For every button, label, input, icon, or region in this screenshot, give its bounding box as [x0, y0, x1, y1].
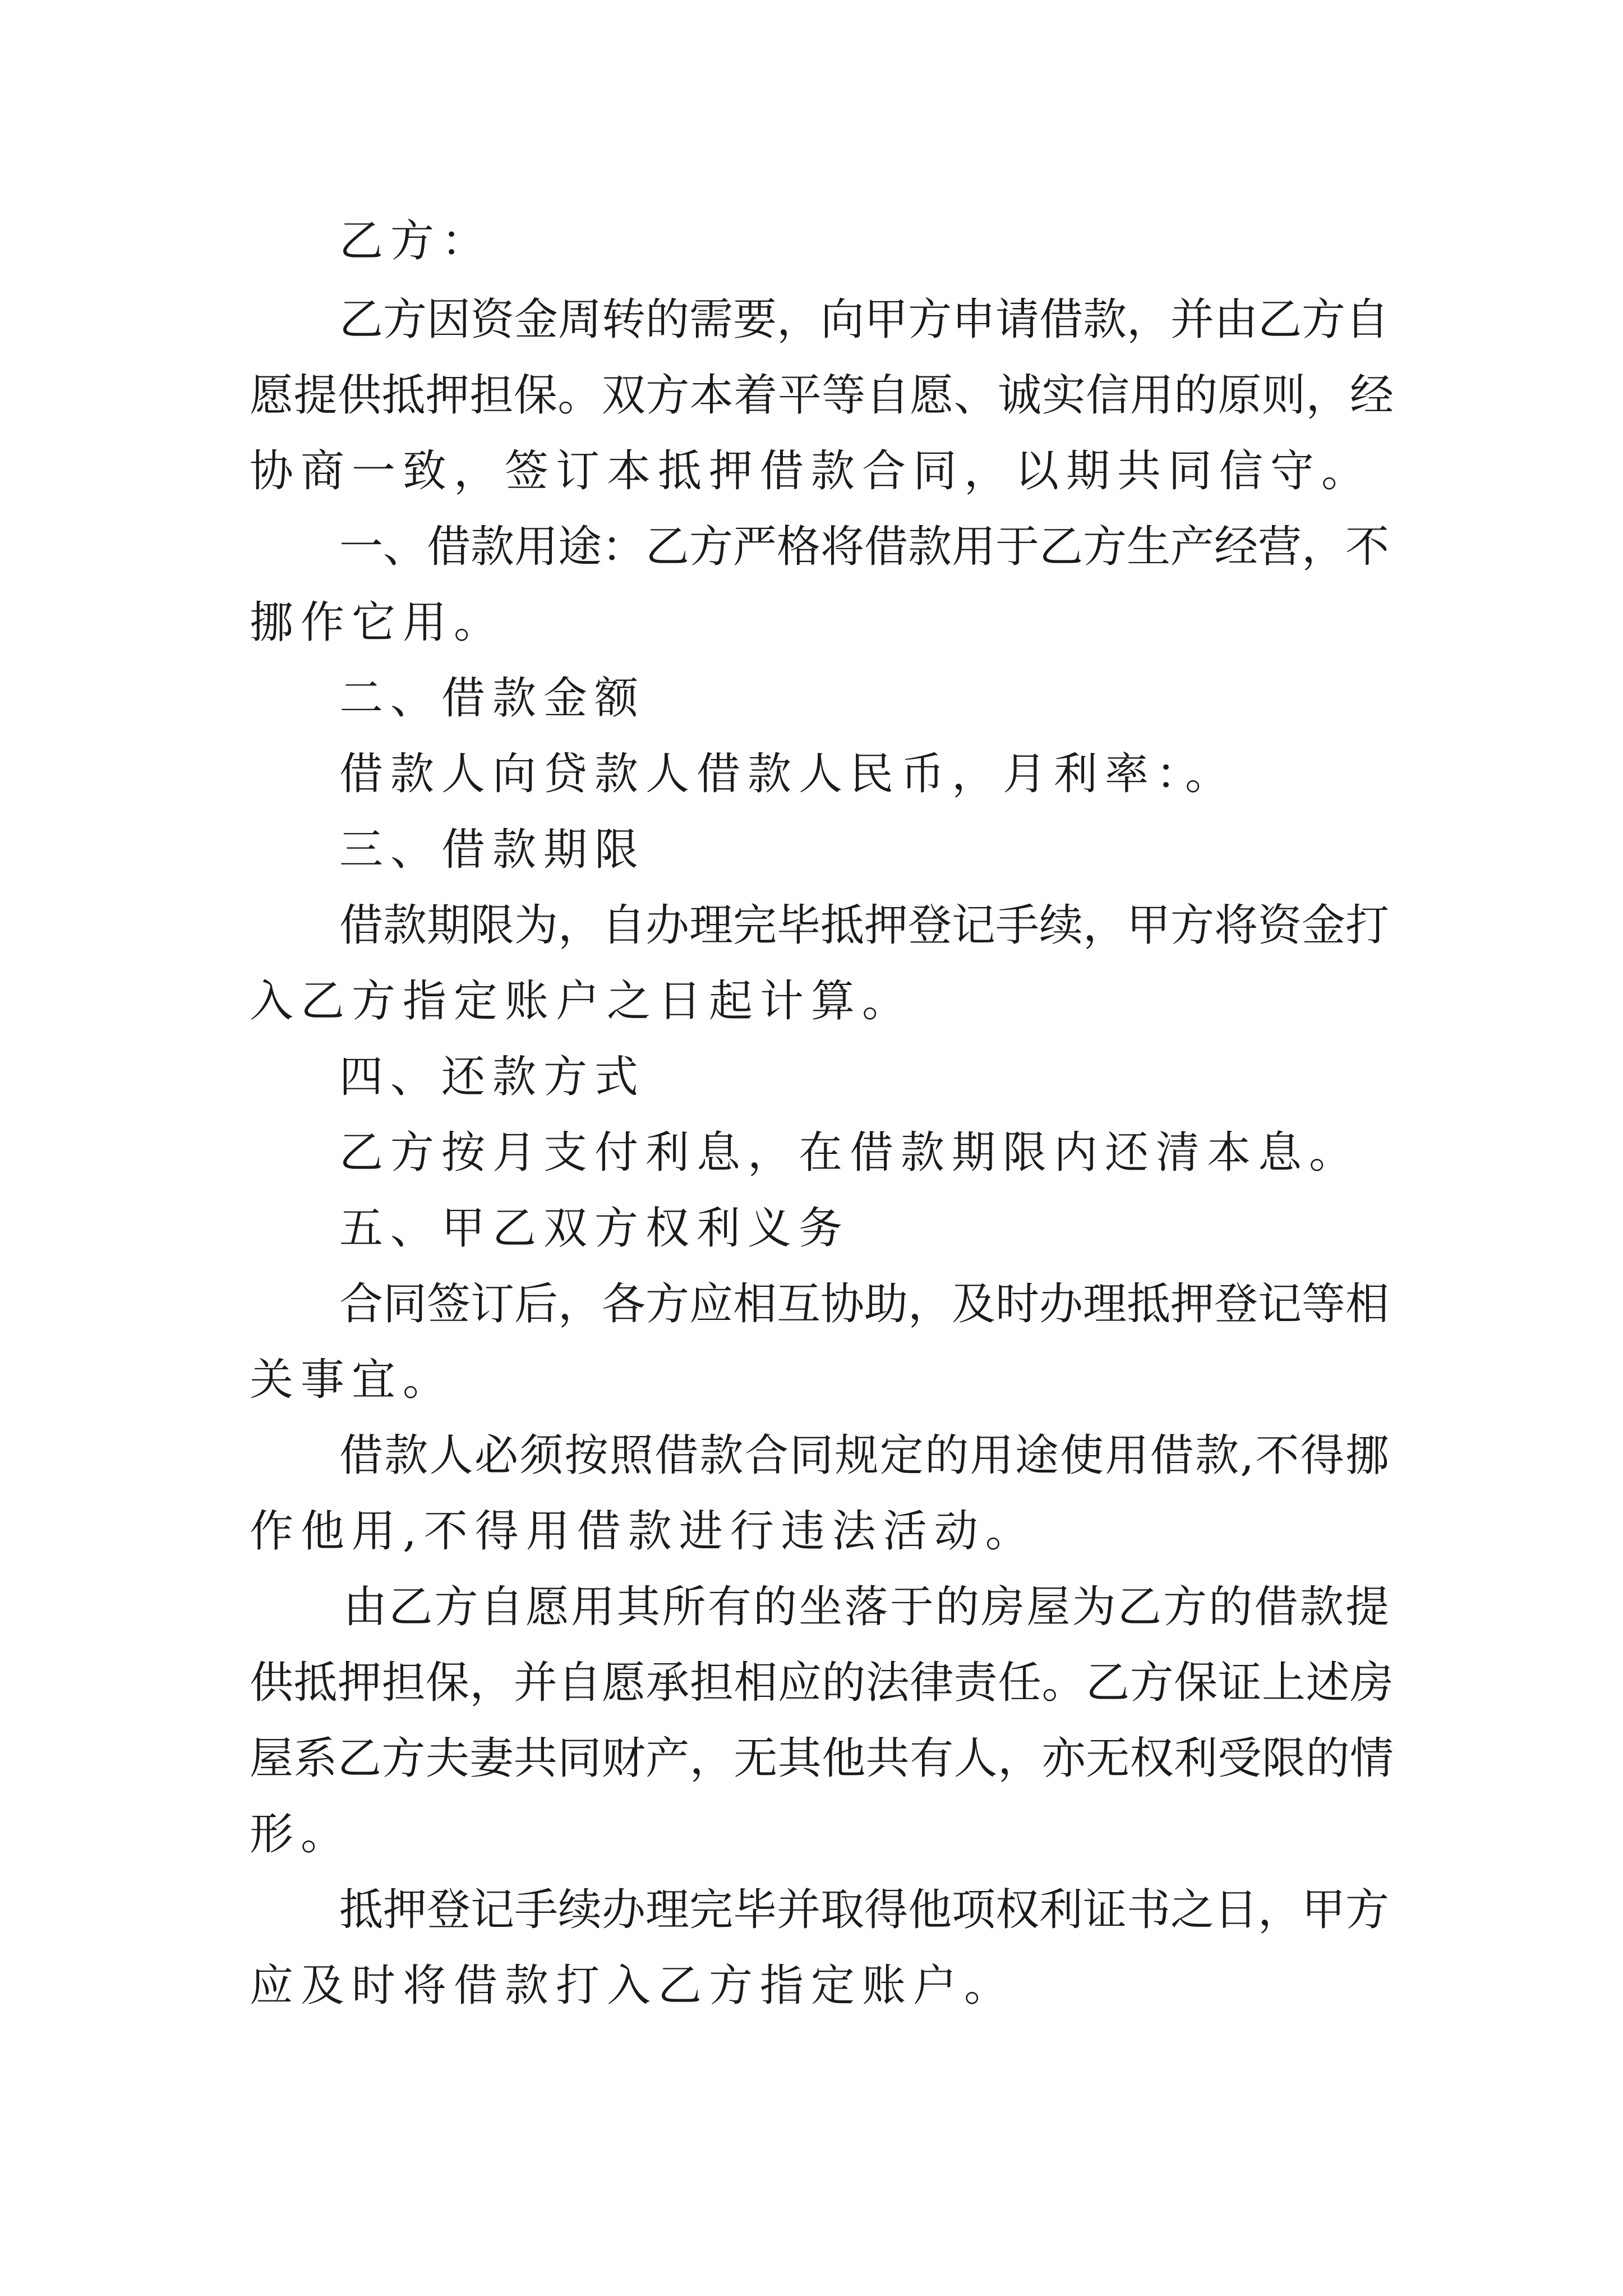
clause-5-p4-line-2: 应及时将借款打入乙方指定账户。 — [250, 1961, 1016, 2011]
clause-2-text: 借款人向贷款人借款人民币，月利率：。 — [339, 749, 1237, 799]
party-b-label: 乙方： — [339, 216, 493, 266]
paragraph-intro-line-2: 愿提供抵押担保。双方本着平等自愿、诚实信用的原则，经 — [250, 370, 1394, 421]
clause-3-line-2: 入乙方指定账户之日起计算。 — [250, 976, 914, 1027]
clause-5-p2-line-1: 借款人必须按照借款合同规定的用途使用借款,不得挪 — [339, 1430, 1389, 1481]
clause-5-p3-line-1: 由乙方自愿用其所有的坐落于的房屋为乙方的借款提 — [343, 1582, 1389, 1632]
paragraph-intro-line-1: 乙方因资金周转的需要，向甲方申请借款，并由乙方自 — [339, 295, 1390, 345]
clause-1-line-2: 挪作它用。 — [250, 597, 505, 648]
clause-5-p4-line-1: 抵押登记手续办理完毕并取得他项权利证书之日，甲方 — [339, 1885, 1390, 1935]
clause-5-heading: 五、甲乙双方权利义务 — [339, 1203, 850, 1254]
clause-1-line-1: 一、借款用途：乙方严格将借款用于乙方生产经营，不 — [339, 522, 1390, 572]
clause-5-p2-line-2: 作他用,不得用借款进行违法活动。 — [250, 1506, 1036, 1557]
clause-5-p1-line-2: 关事宜。 — [250, 1355, 454, 1405]
clause-2-heading: 二、借款金额 — [339, 673, 646, 724]
clause-5-p3-line-4: 形。 — [250, 1809, 352, 1860]
clause-5-p3-line-3: 屋系乙方夫妻共同财产，无其他共有人，亦无权利受限的情 — [250, 1733, 1394, 1784]
clause-5-p1-line-1: 合同签订后，各方应相互协助，及时办理抵押登记等相 — [339, 1279, 1390, 1329]
clause-5-p3-line-2: 供抵押担保，并自愿承担相应的法律责任。乙方保证上述房 — [250, 1658, 1394, 1708]
clause-4-text: 乙方按月支付利息，在借款期限内还清本息。 — [339, 1128, 1361, 1178]
clause-3-heading: 三、借款期限 — [339, 825, 646, 875]
clause-3-line-1: 借款期限为，自办理完毕抵押登记手续，甲方将资金打 — [339, 900, 1390, 951]
paragraph-intro-line-3: 协商一致，签订本抵押借款合同，以期共同信守。 — [250, 446, 1373, 496]
clause-4-heading: 四、还款方式 — [339, 1052, 646, 1102]
